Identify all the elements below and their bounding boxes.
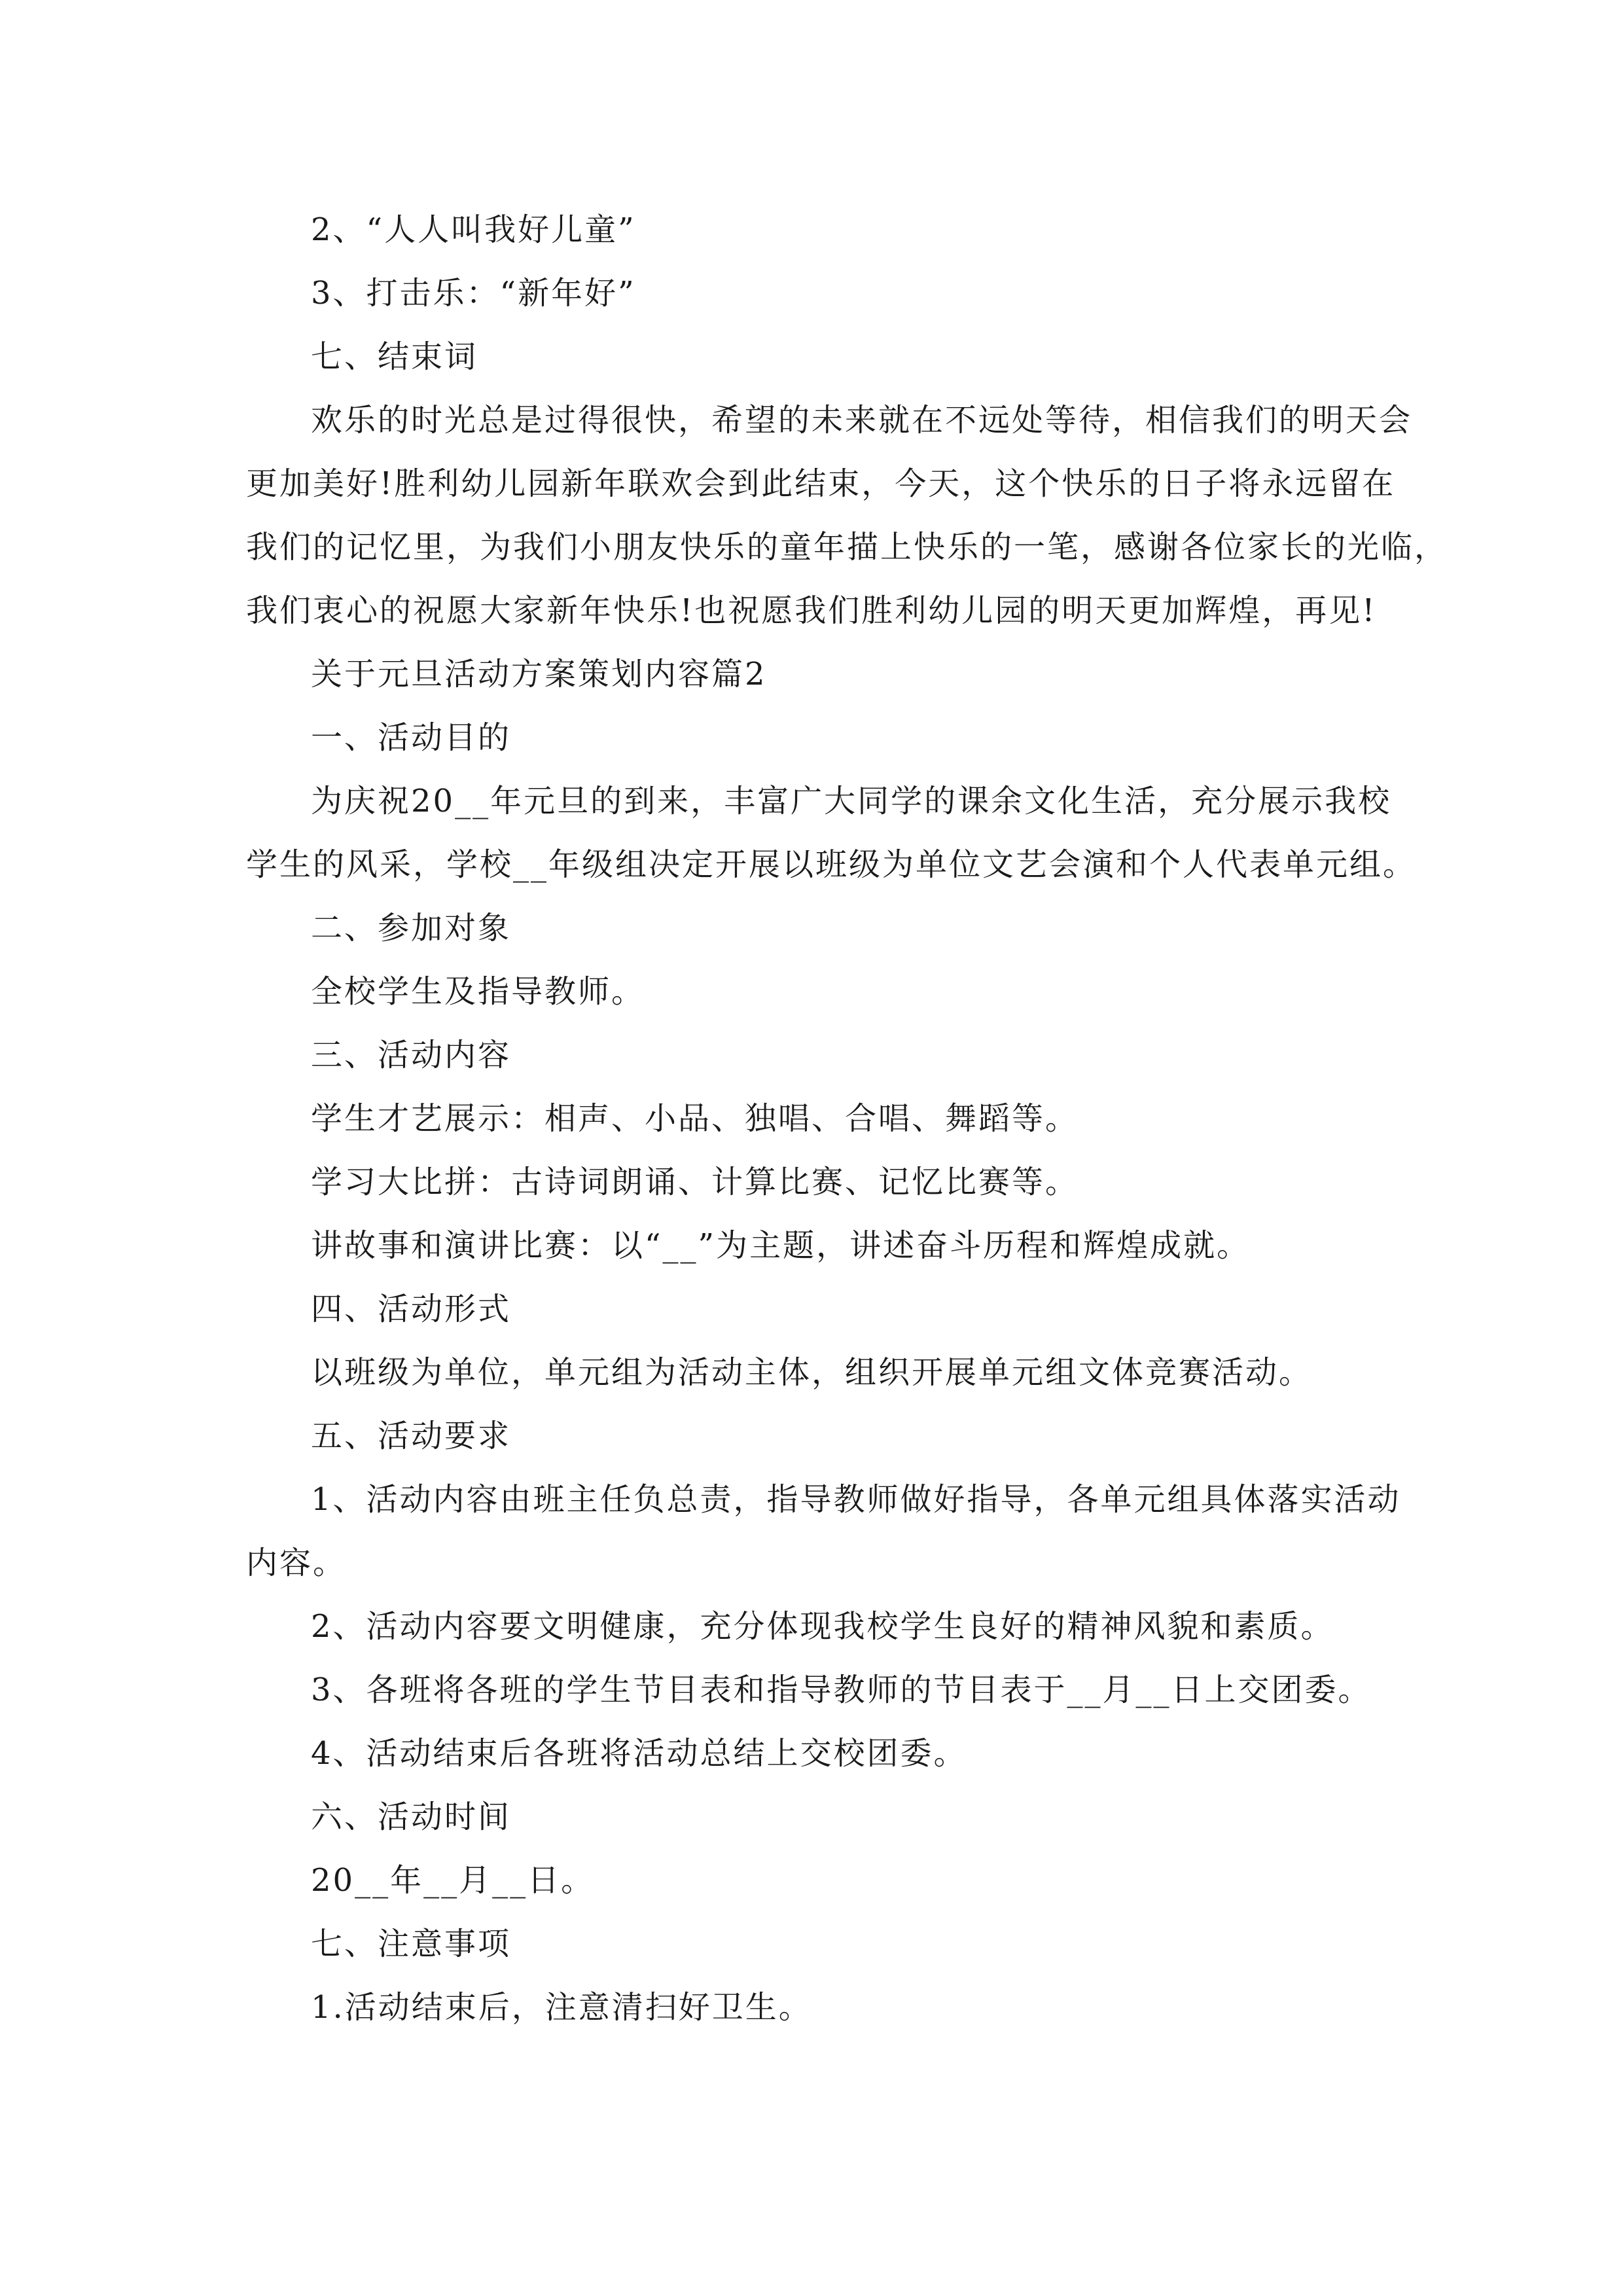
paragraph-line: 学生的风采，学校__年级组决定开展以班级为单位文艺会演和个人代表单元组。: [246, 846, 1417, 883]
paragraph-line: 3、各班将各班的学生节目表和指导教师的节目表于__月__日上交团委。: [311, 1672, 1372, 1708]
paragraph-line: 20__年__月__日。: [311, 1862, 595, 1899]
section-heading: 七、结束词: [311, 338, 478, 375]
paragraph-line: 学生才艺展示：相声、小品、独唱、合唱、舞蹈等。: [311, 1100, 1079, 1137]
section-heading: 六、活动时间: [311, 1799, 512, 1835]
paragraph-line: 以班级为单位，单元组为活动主体，组织开展单元组文体竞赛活动。: [311, 1354, 1313, 1391]
paragraph-line: 全校学生及指导教师。: [311, 973, 645, 1010]
paragraph-line: 我们衷心的祝愿大家新年快乐!也祝愿我们胜利幼儿园的明天更加辉煌，再见!: [246, 592, 1377, 629]
article-title: 关于元旦活动方案策划内容篇2: [311, 656, 767, 692]
paragraph-line: 更加美好!胜利幼儿园新年联欢会到此结束，今天，这个快乐的日子将永远留在: [246, 465, 1396, 502]
section-heading: 四、活动形式: [311, 1291, 512, 1327]
paragraph-line: 2、活动内容要文明健康，充分体现我校学生良好的精神风貌和素质。: [311, 1608, 1334, 1645]
section-heading: 五、活动要求: [311, 1418, 512, 1454]
paragraph-line: 我们的记忆里，为我们小朋友快乐的童年描上快乐的一笔，感谢各位家长的光临，: [246, 529, 1448, 565]
paragraph-line: 讲故事和演讲比赛：以“__”为主题，讲述奋斗历程和辉煌成就。: [311, 1227, 1251, 1264]
text-line: 2、“人人叫我好儿童”: [311, 211, 636, 248]
text-line: 3、打击乐：“新年好”: [311, 275, 636, 312]
paragraph-line: 内容。: [246, 1545, 347, 1581]
section-heading: 三、活动内容: [311, 1037, 512, 1073]
paragraph-line: 1.活动结束后，注意清扫好卫生。: [311, 1989, 812, 2026]
section-heading: 七、注意事项: [311, 1926, 512, 1962]
paragraph-line: 1、活动内容由班主任负总责，指导教师做好指导，各单元组具体落实活动: [311, 1481, 1401, 1518]
paragraph-line: 学习大比拼：古诗词朗诵、计算比赛、记忆比赛等。: [311, 1164, 1079, 1200]
paragraph-line: 4、活动结束后各班将活动总结上交校团委。: [311, 1735, 967, 1772]
section-heading: 一、活动目的: [311, 719, 512, 756]
paragraph-line: 欢乐的时光总是过得很快，希望的未来就在不远处等待，相信我们的明天会: [311, 402, 1413, 439]
paragraph-line: 为庆祝20__年元旦的到来，丰富广大同学的课余文化生活，充分展示我校: [311, 783, 1392, 819]
section-heading: 二、参加对象: [311, 910, 512, 946]
